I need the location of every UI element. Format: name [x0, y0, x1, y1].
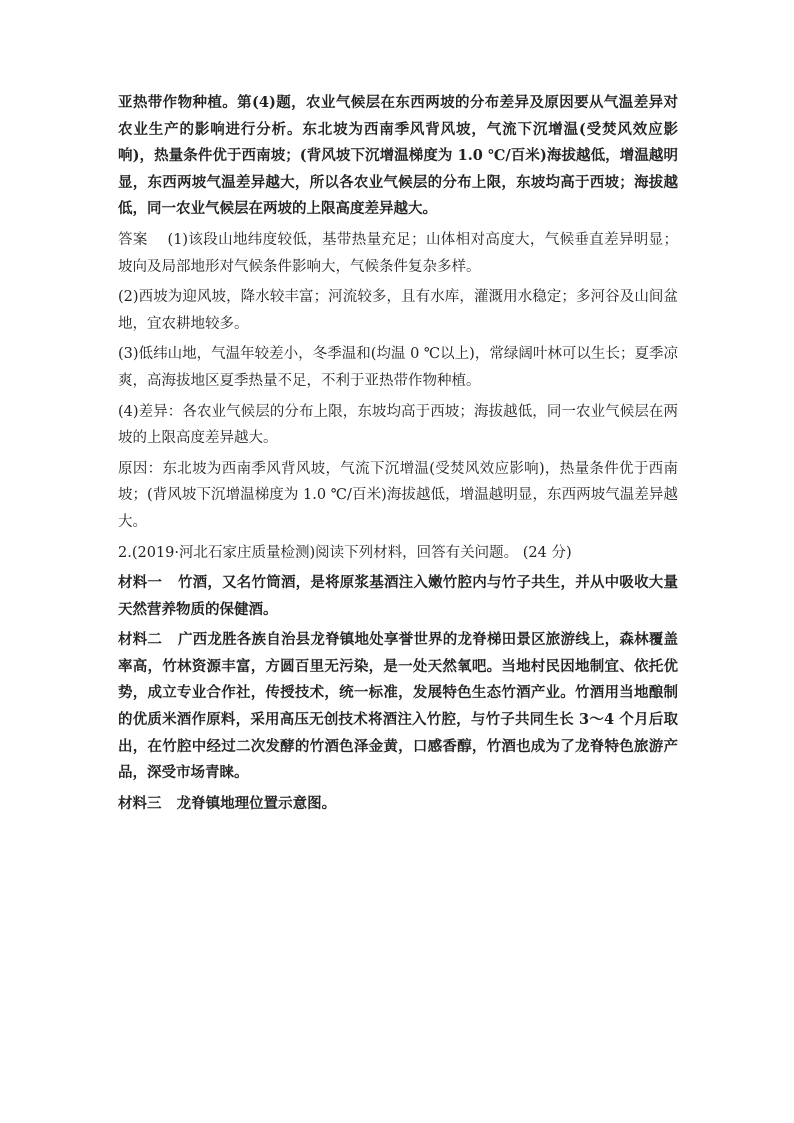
answer-label: 答案: [118, 231, 148, 248]
question-2-header: 2.(2019·河北石家庄质量检测)阅读下列材料，回答有关问题。 (24 分): [118, 544, 572, 561]
material-3-label: 材料三: [118, 794, 162, 812]
material-2-label: 材料二: [118, 631, 163, 649]
material-3: [118, 791, 678, 818]
answer-4: (4)差异：各农业气候层的分布上限，东坡均高于西坡；海拔越低，同一农业气候层在两坡的上限高度差异越大。: [118, 403, 678, 447]
material-2-text: 广西龙胜各族自治县龙脊镇地处享誉世界的龙脊梯田景区旅游线上，森林覆盖率高，竹林资源丰富，方圆百里无污染，是一处天然氧吧。当地村民因地制宜、依托优势，成立专业合作社，传授技术，统一标准，发展特色生态竹酒产业。竹酒用当地酿制的优质米酒作原料，采用高压无创技术将酒注入竹腔，与竹子共同生长 3～4 个月后取出，在竹腔中经过二次发酵的竹酒色泽金黄，口感香醇，竹酒也成为了龙脊特色旅游产品，深受市场青睐。: [118, 631, 679, 782]
analysis-paragraph: 亚热带作物种植。第(4)题，农业气候层在东西两坡的分布差异及原因要从气温差异对农业生产的影响进行分析。东北坡为西南季风背风坡，气流下沉增温(受焚风效应影响)，热量条件优于西南坡；(背风坡下沉增温梯度为 1.0 ℃/百米)海拔越低，增温越明显，东西两坡气温差异越大，所以各农业气候层的分布上限，东坡均高于西坡；海拔越低，同一农业气候层在两坡的上限高度差异越大。: [118, 94, 678, 218]
answer-4-reason: 原因：东北坡为西南季风背风坡，气流下沉增温(受焚风效应影响)，热量条件优于西南坡；(背风坡下沉增温梯度为 1.0 ℃/百米)海拔越低，增温越明显，东西两坡气温差异越大。: [118, 460, 678, 530]
answer-2: (2)西坡为迎风坡，降水较丰富；河流较多，且有水库，灌溉用水稳定；多河谷及山间盆地，宜农耕地较多。: [118, 289, 678, 332]
answer-1-text: (1)该段山地纬度较低，基带热量充足；山体相对高度大，气候垂直差异明显；坡向及局部地形对气候条件影响大，气候条件复杂多样。: [118, 231, 679, 275]
answer-1: [118, 227, 678, 280]
material-2: [118, 627, 678, 787]
material-1-label: 材料一: [118, 574, 163, 592]
material-1: [118, 570, 678, 623]
document-content: [118, 90, 678, 817]
material-3-text: 龙脊镇地理位置示意图。: [176, 794, 337, 812]
answer-3: (3)低纬山地，气温年较差小，冬季温和(均温 0 ℃以上)，常绿阔叶林可以生长；夏季凉爽，高海拔地区夏季热量不足，不利于亚热带作物种植。: [118, 346, 678, 389]
material-1-text: 竹酒，又名竹筒酒，是将原浆基酒注入嫩竹腔内与竹子共生，并从中吸收大量天然营养物质的保健酒。: [118, 574, 679, 618]
